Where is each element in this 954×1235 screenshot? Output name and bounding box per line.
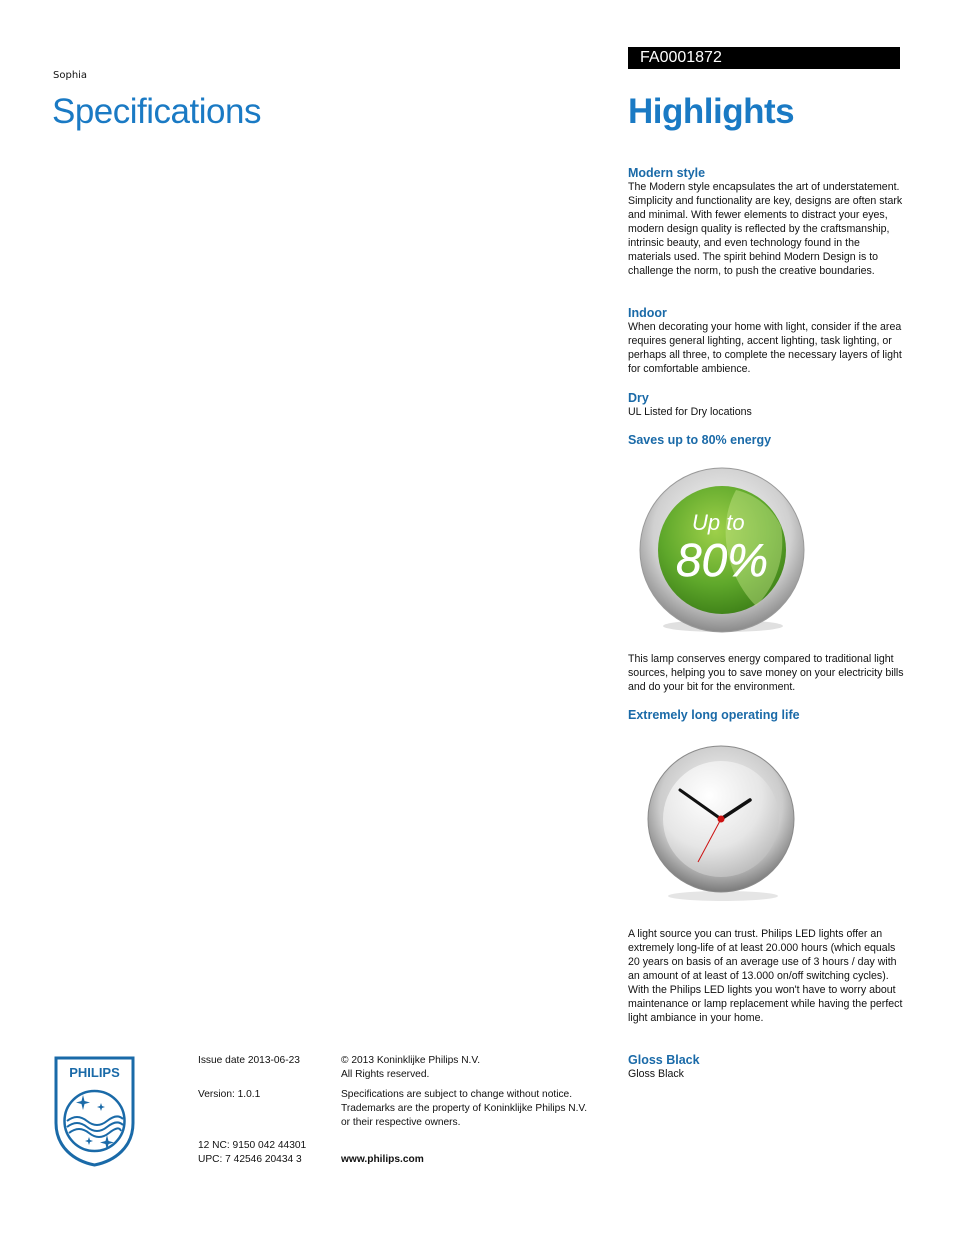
highlight-text: A light source you can trust. Philips LED lights offer an extremely long-life of at least 20.000 hours (which equals 20 years on basis of an average use of 3 hours / day with an amount of at least of 13.000 on/off switching cycles). With the Philips LED lights you won't have to worry about maintenance or lamp replacement while having the perfect light ambiance in your home. — [628, 928, 903, 1024]
highlight-text: This lamp conserves energy compared to traditional light sources, helping you to save money on your electricity bills and do your bit for the environment. — [628, 653, 904, 693]
badge-line1: Up to — [692, 510, 745, 535]
highlight-title: Dry — [628, 391, 649, 405]
version: Version: 1.0.1 — [198, 1089, 261, 1100]
website-link[interactable]: www.philips.com — [341, 1154, 424, 1165]
specifications-title: Specifications — [52, 92, 261, 131]
highlight-title: Gloss Black — [628, 1053, 700, 1067]
clock-icon — [642, 742, 804, 904]
logo-brand: PHILIPS — [69, 1065, 120, 1080]
notice-line-1: Specifications are subject to change without notice. — [341, 1089, 573, 1100]
issue-date: Issue date 2013-06-23 — [198, 1055, 300, 1066]
highlight-title: Saves up to 80% energy — [628, 433, 772, 447]
product-code-bar: FA0001872 — [628, 47, 900, 69]
highlight-title: Indoor — [628, 306, 667, 320]
highlight-text: UL Listed for Dry locations — [628, 406, 752, 418]
energy-badge-icon — [636, 466, 810, 636]
highlight-operating-life-text — [628, 927, 904, 1025]
highlight-title: Extremely long operating life — [628, 708, 800, 722]
highlight-gloss-black — [628, 1053, 904, 1081]
highlight-text: Gloss Black — [628, 1068, 684, 1080]
notice-line-3: or their respective owners. — [341, 1117, 461, 1128]
highlight-modern-style — [628, 166, 904, 278]
highlight-title: Modern style — [628, 166, 706, 180]
upc-number: UPC: 7 42546 20434 3 — [198, 1154, 302, 1165]
highlight-text: The Modern style encapsulates the art of understatement. Simplicity and functionality are key, designs are often stark and minimal. With fewer elements to distract your eyes, modern design quality is reflected by the craftsmanship, intrinsic beauty, and even technology found in the materials used. The spirit behind Modern Design is to challenge the norm, to push the creative boundaries. — [628, 181, 903, 277]
product-name: Sophia — [53, 70, 88, 81]
philips-shield-logo — [53, 1055, 136, 1167]
highlight-text: When decorating your home with light, consider if the area requires general lighting, accent lighting, task lighting, or perhaps all three, to complete the necessary layers of light for comfortable ambience. — [628, 321, 902, 375]
highlight-energy-text — [628, 652, 904, 694]
highlight-operating-life — [628, 708, 904, 722]
notice-line-2: Trademarks are the property of Koninklijke Philips N.V. — [341, 1103, 588, 1114]
nc-number: 12 NC: 9150 042 44301 — [198, 1140, 307, 1151]
highlight-energy — [628, 433, 904, 447]
badge-line2: 80% — [676, 534, 769, 586]
highlight-dry — [628, 391, 904, 419]
highlight-indoor — [628, 306, 904, 376]
rights: All Rights reserved. — [341, 1069, 430, 1080]
highlights-title: Highlights — [628, 92, 795, 131]
copyright: © 2013 Koninklijke Philips N.V. — [341, 1055, 481, 1066]
